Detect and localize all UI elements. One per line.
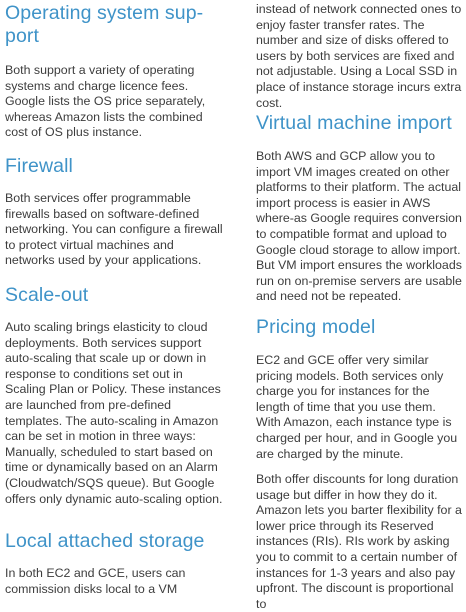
vm-import-body-block <box>256 149 462 305</box>
os-support-heading: Operating system sup- port <box>5 2 204 47</box>
scale-out-heading: Scale-out <box>5 284 89 306</box>
pricing-model-body-1: EC2 and GCE offer very similar pricing models. Both services only charge you for instances for the length of time that you use them. With Amazon, each instance type is charged per hour, and in Google you are charged by the minute. <box>256 353 458 461</box>
vm-import-heading: Virtual machine import <box>256 112 452 134</box>
section-vm-import <box>256 112 462 135</box>
section-pricing-model <box>256 316 462 339</box>
local-storage-body-block <box>5 566 223 597</box>
scale-out-body: Auto scaling brings elasticity to cloud deployments. Both services support auto-scaling that scale up or down in response to conditions set out in Scaling Plan or Policy. These instances are launched from pre-defined templates. The auto-scaling in Amazon can be set in motion in three ways: Manually, scheduled to start based on time or dynamically based on an Alarm (Cloudwatch/SQS queue). But Google offers only dynamic auto-scaling option. <box>5 320 223 506</box>
local-storage-body: In both EC2 and GCE, users can commission disks local to a VM <box>5 566 186 596</box>
firewall-body-block <box>5 191 223 269</box>
pricing-model-heading: Pricing model <box>256 316 376 338</box>
section-firewall <box>5 155 223 178</box>
scale-out-body-block <box>5 320 223 507</box>
firewall-heading: Firewall <box>5 155 73 177</box>
vm-import-body: Both AWS and GCP allow you to import VM images created on other platforms to their platform. The actual import process is easier in AWS where-as Google requires conversion to compatible format and upload to Google cloud storage to allow import. But VM import ensures the workloads run on on-premise servers are usable and need not be repeated. <box>256 149 462 304</box>
section-local-storage <box>5 530 223 553</box>
storage-continued-body: instead of network connected ones to enjoy faster transfer rates. The number and size of disks offered to users by both services are fixed and not adjustable. Using a Local SSD in place of instance storage incurs extra cost. <box>256 2 462 110</box>
pricing-model-body-1-block <box>256 353 462 462</box>
section-scale-out <box>5 284 223 307</box>
pricing-model-body-2: Both offer discounts for long duration usage but differ in how they do it. Amazon lets you barter flexibility for a lower price through its Reserved instances (RIs). RIs work by asking you to commit to a certain number of instances for 1-3 years and also pay upfront. The discount is proportional to <box>256 472 462 611</box>
storage-continued-block <box>256 2 462 111</box>
local-storage-heading: Local attached storage <box>5 530 205 552</box>
os-support-body-block <box>5 63 223 141</box>
firewall-body: Both services offer programmable firewalls based on software-defined networking. You can configure a firewall to protect virtual machines and networks used by your applications. <box>5 191 223 268</box>
pricing-model-body-2-block <box>256 472 462 612</box>
section-os-support <box>5 2 223 48</box>
os-support-body: Both support a variety of operating systems and charge licence fees. Google lists the OS price separately, whereas Amazon lists the combined cost of OS plus instance. <box>5 63 206 140</box>
